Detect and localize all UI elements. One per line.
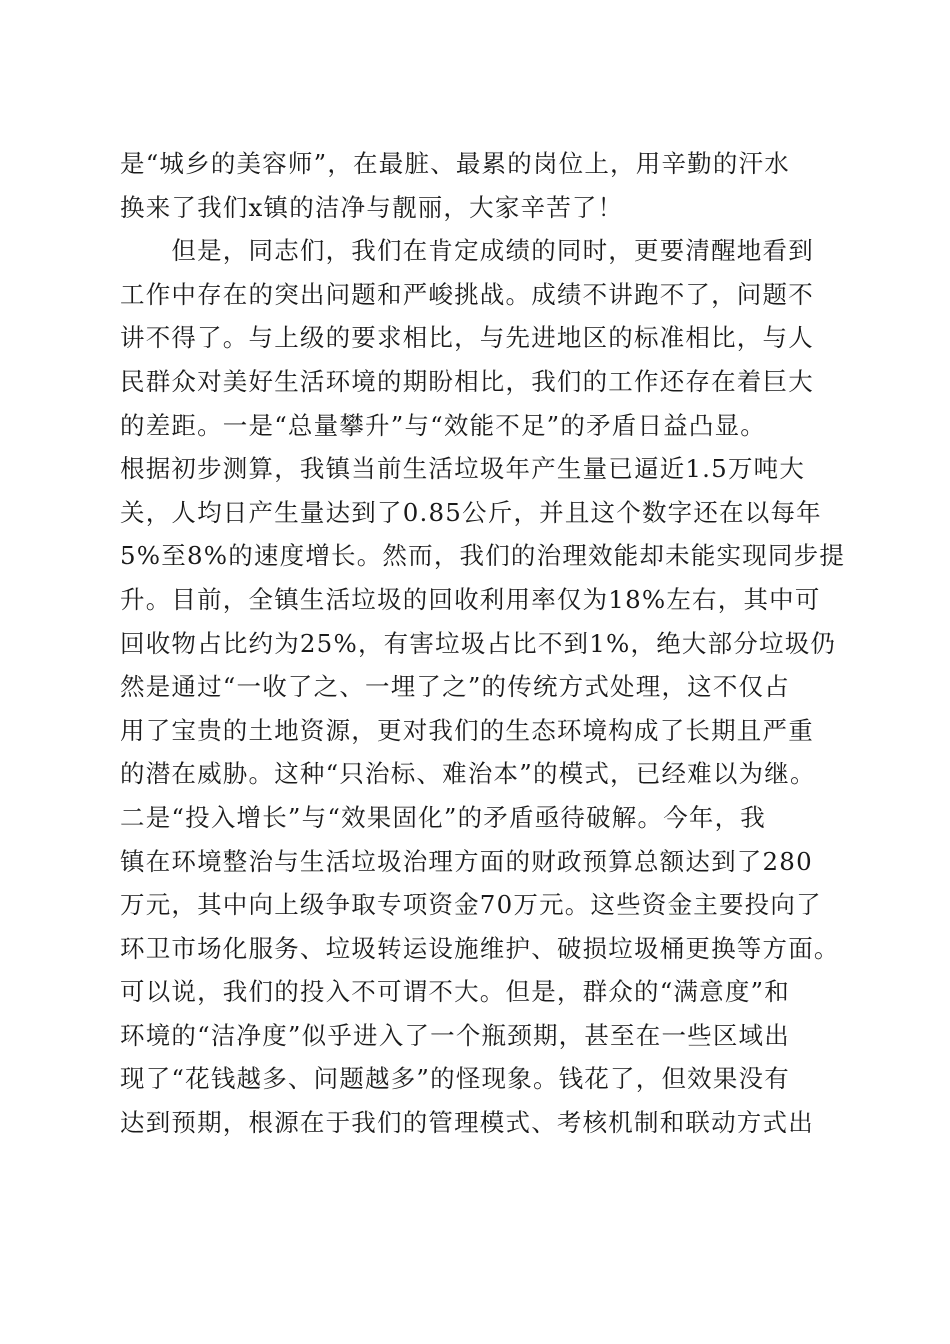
text-line-3: 但是，同志们，我们在肯定成绩的同时，更要清醒地看到 (120, 236, 814, 266)
text-line-19: 环卫市场化服务、垃圾转运设施维护、破损垃圾桶更换等方面。 (120, 933, 840, 963)
text-line-21: 环境的“洁净度”似乎进入了一个瓶颈期，甚至在一些区域出 (120, 1020, 790, 1050)
text-line-13: 然是通过“一收了之、一埋了之”的传统方式处理，这不仅占 (120, 672, 790, 702)
text-line-20: 可以说，我们的投入不可谓不大。但是，群众的“满意度”和 (120, 977, 790, 1007)
text-line-6: 民群众对美好生活环境的期盼相比，我们的工作还存在着巨大 (120, 366, 814, 396)
text-line-14: 用了宝贵的土地资源，更对我们的生态环境构成了长期且严重 (120, 715, 814, 745)
body-text (120, 142, 846, 1145)
text-line-17: 镇在环境整治与生活垃圾治理方面的财政预算总额达到了280 (120, 846, 813, 876)
text-line-23: 达到预期，根源在于我们的管理模式、考核机制和联动方式出 (120, 1108, 814, 1138)
text-line-4: 工作中存在的突出问题和严峻挑战。成绩不讲跑不了，问题不 (120, 279, 814, 309)
text-line-9: 关，人均日产生量达到了0.85公斤，并且这个数字还在以每年 (120, 497, 822, 527)
text-line-12: 回收物占比约为25%，有害垃圾占比不到1%，绝大部分垃圾仍 (120, 628, 837, 658)
text-line-7: 的差距。一是“总量攀升”与“效能不足”的矛盾日益凸显。 (120, 410, 766, 440)
text-line-8: 根据初步测算，我镇当前生活垃圾年产生量已逼近1.5万吨大 (120, 454, 806, 484)
text-line-2: 换来了我们x镇的洁净与靓丽，大家辛苦了！ (120, 192, 624, 222)
text-line-22: 现了“花钱越多、问题越多”的怪现象。钱花了，但效果没有 (120, 1064, 790, 1094)
text-line-10: 5%至8%的速度增长。然而，我们的治理效能却未能实现同步提 (120, 541, 846, 571)
text-line-11: 升。目前，全镇生活垃圾的回收利用率仅为18%左右，其中可 (120, 584, 821, 614)
text-line-15: 的潜在威胁。这种“只治标、难治本”的模式，已经难以为继。 (120, 759, 816, 789)
text-line-16: 二是“投入增长”与“效果固化”的矛盾亟待破解。今年，我 (120, 802, 766, 832)
text-line-18: 万元，其中向上级争取专项资金70万元。这些资金主要投向了 (120, 890, 822, 920)
text-line-1: 是“城乡的美容师”，在最脏、最累的岗位上，用辛勤的汗水 (120, 149, 790, 178)
text-line-5: 讲不得了。与上级的要求相比，与先进地区的标准相比，与人 (120, 323, 814, 353)
